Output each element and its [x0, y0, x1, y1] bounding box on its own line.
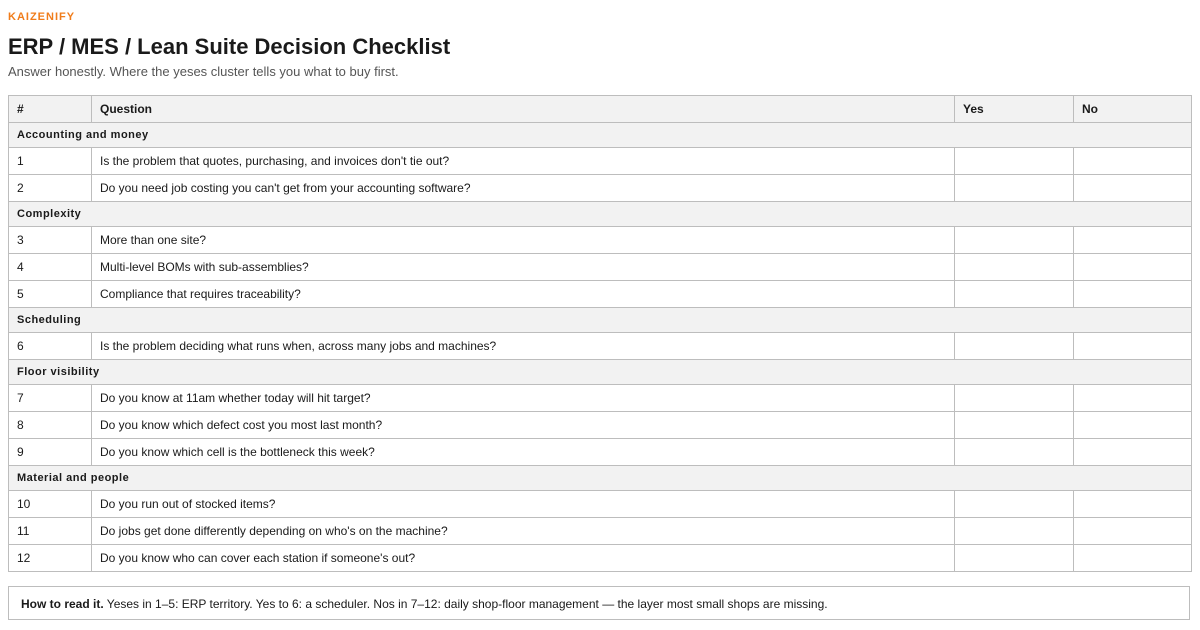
section-row: [9, 466, 1192, 491]
no-answer-cell[interactable]: [1074, 148, 1192, 175]
no-answer-cell[interactable]: [1074, 227, 1192, 254]
section-row: [9, 360, 1192, 385]
section-heading: Complexity: [9, 202, 1192, 227]
table-row: [9, 333, 1192, 360]
question-number: 2: [9, 175, 92, 202]
question-number: 7: [9, 385, 92, 412]
yes-answer-cell[interactable]: [955, 175, 1074, 202]
section-heading: Accounting and money: [9, 123, 1192, 148]
question-number: 4: [9, 254, 92, 281]
no-answer-cell[interactable]: [1074, 281, 1192, 308]
no-answer-cell[interactable]: [1074, 545, 1192, 572]
yes-answer-cell[interactable]: [955, 491, 1074, 518]
question-number: 3: [9, 227, 92, 254]
how-to-read-note: [8, 586, 1190, 620]
yes-answer-cell[interactable]: [955, 227, 1074, 254]
no-answer-cell[interactable]: [1074, 491, 1192, 518]
section-row: [9, 308, 1192, 333]
table-row: [9, 545, 1192, 572]
question-text: Do you run out of stocked items?: [92, 491, 955, 518]
question-number: 10: [9, 491, 92, 518]
yes-answer-cell[interactable]: [955, 385, 1074, 412]
table-row: [9, 175, 1192, 202]
table-row: [9, 385, 1192, 412]
question-text: Do you know at 11am whether today will hit target?: [92, 385, 955, 412]
table-row: [9, 439, 1192, 466]
question-text: Is the problem deciding what runs when, across many jobs and machines?: [92, 333, 955, 360]
yes-answer-cell[interactable]: [955, 148, 1074, 175]
yes-answer-cell[interactable]: [955, 281, 1074, 308]
note-lead: How to read it.: [21, 597, 104, 611]
table-row: [9, 412, 1192, 439]
no-answer-cell[interactable]: [1074, 333, 1192, 360]
question-text: Multi-level BOMs with sub-assemblies?: [92, 254, 955, 281]
question-number: 11: [9, 518, 92, 545]
section-row: [9, 202, 1192, 227]
question-text: Do you know who can cover each station if someone's out?: [92, 545, 955, 572]
question-text: Is the problem that quotes, purchasing, and invoices don't tie out?: [92, 148, 955, 175]
yes-answer-cell[interactable]: [955, 333, 1074, 360]
column-header-no: No: [1074, 96, 1192, 123]
note-text: Yeses in 1–5: ERP territory. Yes to 6: a scheduler. Nos in 7–12: daily shop-floor management — the layer most small shops are missing.: [103, 597, 828, 611]
question-text: Do you know which cell is the bottleneck this week?: [92, 439, 955, 466]
question-number: 6: [9, 333, 92, 360]
page-subtitle: Answer honestly. Where the yeses cluster tells you what to buy first.: [8, 64, 399, 79]
yes-answer-cell[interactable]: [955, 254, 1074, 281]
yes-answer-cell[interactable]: [955, 545, 1074, 572]
page-title: ERP / MES / Lean Suite Decision Checklist: [8, 34, 451, 59]
table-row: [9, 518, 1192, 545]
question-number: 9: [9, 439, 92, 466]
section-heading: Scheduling: [9, 308, 1192, 333]
table-row: [9, 281, 1192, 308]
question-number: 12: [9, 545, 92, 572]
table-row: [9, 491, 1192, 518]
checklist-table: [8, 95, 1192, 572]
section-heading: Floor visibility: [9, 360, 1192, 385]
no-answer-cell[interactable]: [1074, 385, 1192, 412]
brand-logo-text: KAIZENIFY: [8, 11, 76, 23]
question-number: 1: [9, 148, 92, 175]
no-answer-cell[interactable]: [1074, 518, 1192, 545]
yes-answer-cell[interactable]: [955, 412, 1074, 439]
question-text: Do you know which defect cost you most last month?: [92, 412, 955, 439]
yes-answer-cell[interactable]: [955, 518, 1074, 545]
question-number: 5: [9, 281, 92, 308]
table-row: [9, 227, 1192, 254]
table-header-row: [9, 96, 1192, 123]
yes-answer-cell[interactable]: [955, 439, 1074, 466]
table-row: [9, 254, 1192, 281]
no-answer-cell[interactable]: [1074, 412, 1192, 439]
section-heading: Material and people: [9, 466, 1192, 491]
column-header-question: Question: [92, 96, 955, 123]
question-number: 8: [9, 412, 92, 439]
column-header-number: #: [9, 96, 92, 123]
no-answer-cell[interactable]: [1074, 175, 1192, 202]
section-row: [9, 123, 1192, 148]
question-text: Compliance that requires traceability?: [92, 281, 955, 308]
no-answer-cell[interactable]: [1074, 439, 1192, 466]
table-row: [9, 148, 1192, 175]
question-text: More than one site?: [92, 227, 955, 254]
no-answer-cell[interactable]: [1074, 254, 1192, 281]
question-text: Do you need job costing you can't get from your accounting software?: [92, 175, 955, 202]
column-header-yes: Yes: [955, 96, 1074, 123]
question-text: Do jobs get done differently depending on who's on the machine?: [92, 518, 955, 545]
checklist-body: [9, 123, 1192, 572]
